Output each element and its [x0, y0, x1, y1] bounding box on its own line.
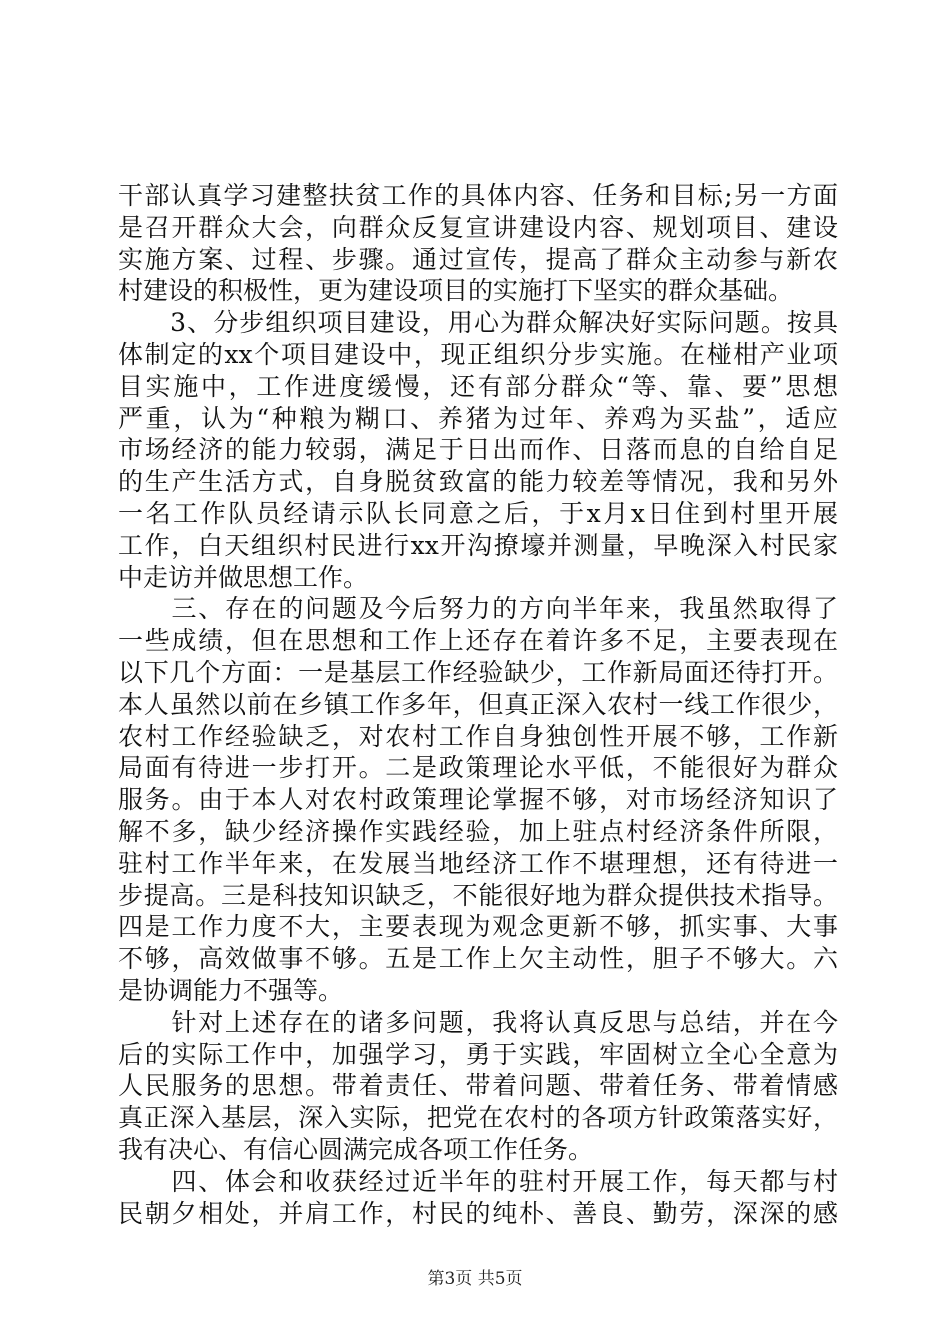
text-line: 人民服务的思想。带着责任、带着问题、带着任务、带着情感: [118, 1071, 838, 1101]
text-line: 体制定的xx个项目建设中，现正组织分步实施。在椪柑产业项: [118, 339, 838, 369]
text-line: 我有决心、有信心圆满完成各项工作任务。: [118, 1134, 594, 1164]
text-line: 是召开群众大会，向群众反复宣讲建设内容、规划项目、建设: [118, 212, 838, 242]
body-text: [118, 180, 838, 1229]
text-line: 目实施中，工作进度缓慢，还有部分群众“等、靠、要”思想: [118, 371, 838, 401]
text-line: 本人虽然以前在乡镇工作多年，但真正深入农村一线工作很少，: [118, 689, 838, 719]
text-line: 农村工作经验缺乏，对农村工作自身独创性开展不够，工作新: [118, 721, 838, 751]
text-line: 后的实际工作中，加强学习，勇于实践，牢固树立全心全意为: [118, 1039, 838, 1069]
text-line: 驻村工作半年来，在发展当地经济工作不堪理想，还有待进一: [118, 848, 838, 878]
page-footer: 第3页 共5页: [427, 1269, 523, 1289]
text-line: 以下几个方面：一是基层工作经验缺少，工作新局面还待打开。: [118, 657, 838, 687]
text-line: 一些成绩，但在思想和工作上还存在着许多不足，主要表现在: [118, 626, 838, 656]
text-line: 民朝夕相处，并肩工作，村民的纯朴、善良、勤劳，深深的感: [118, 1198, 838, 1228]
text-line: 四是工作力度不大，主要表现为观念更新不够，抓实事、大事: [118, 912, 838, 942]
text-line: 工作，白天组织村民进行xx开沟撩壕并测量，早晚深入村民家: [118, 530, 838, 560]
text-line: 服务。由于本人对农村政策理论掌握不够，对市场经济知识了: [118, 785, 838, 815]
text-line: 针对上述存在的诸多问题，我将认真反思与总结，并在今: [118, 1007, 838, 1037]
text-line: 市场经济的能力较弱，满足于日出而作、日落而息的自给自足: [118, 435, 838, 465]
text-line: 中走访并做思想工作。: [118, 562, 369, 592]
text-line: 步提高。三是科技知识缺乏，不能很好地为群众提供技术指导。: [118, 880, 838, 910]
text-line: 三、存在的问题及今后努力的方向半年来，我虽然取得了: [118, 594, 838, 624]
text-line: 解不多，缺少经济操作实践经验，加上驻点村经济条件所限，: [118, 816, 838, 846]
text-line: 局面有待进一步打开。二是政策理论水平低，不能很好为群众: [118, 753, 838, 783]
text-line: 四、体会和收获经过近半年的驻村开展工作，每天都与村: [118, 1166, 838, 1196]
text-line: 严重，认为“种粮为糊口、养猪为过年、养鸡为买盐”，适应: [118, 403, 838, 433]
text-line: 不够，高效做事不够。五是工作上欠主动性，胆子不够大。六: [118, 944, 838, 974]
text-line: 是协调能力不强等。: [118, 975, 344, 1005]
text-line: 干部认真学习建整扶贫工作的具体内容、任务和目标;另一方面: [118, 181, 838, 210]
text-line: 3、分步组织项目建设，用心为群众解决好实际问题。按具: [118, 308, 838, 338]
text-line: 一名工作队员经请示队长同意之后，于x月x日住到村里开展: [118, 498, 838, 528]
text-line: 真正深入基层，深入实际，把党在农村的各项方针政策落实好，: [118, 1103, 838, 1133]
text-line: 的生产生活方式，自身脱贫致富的能力较差等情况，我和另外: [118, 467, 838, 497]
text-line: 实施方案、过程、步骤。通过宣传，提高了群众主动参与新农: [118, 244, 838, 274]
text-line: 村建设的积极性，更为建设项目的实施打下坚实的群众基础。: [118, 276, 794, 306]
